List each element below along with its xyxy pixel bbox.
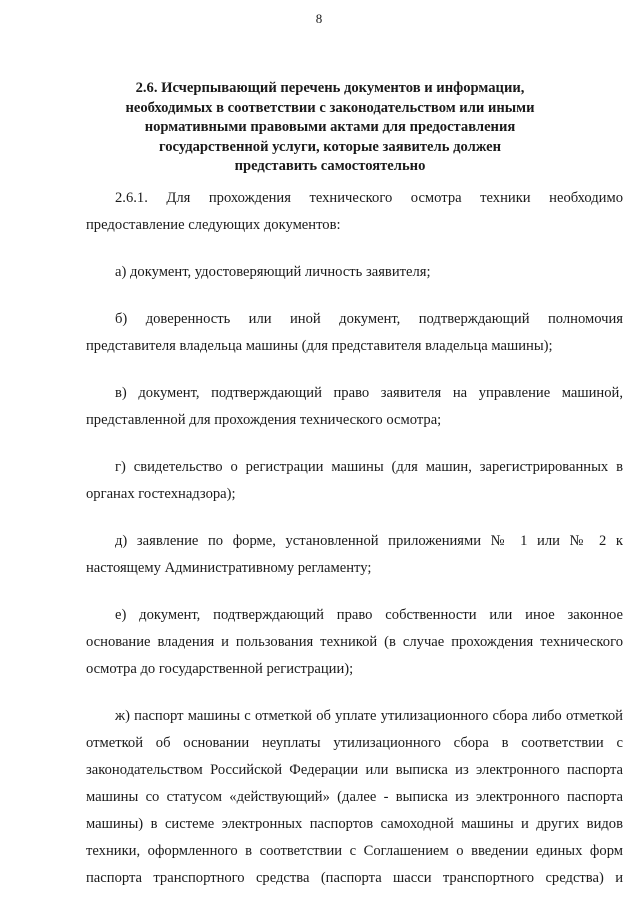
- heading-line: государственной услуги, которые заявитель должен: [158, 138, 502, 155]
- paragraph-line: предоставление следующих документов:: [86, 217, 341, 233]
- paragraph-line: д) заявление по форме, установленной приложениями № 1 или № 2 к: [115, 533, 623, 549]
- paragraph-line: е) документ, подтверждающий право собственности или иное законное: [115, 607, 623, 623]
- list-item-d: [57, 528, 623, 582]
- paragraph-line: отметкой об основании неуплаты утилизационного сбора в соответствии с: [86, 735, 623, 751]
- paragraph-line: а) документ, удостоверяющий личность заявителя;: [115, 264, 431, 280]
- paragraph-line: в) документ, подтверждающий право заявителя на управление машиной,: [115, 385, 623, 401]
- heading-line: необходимых в соответствии с законодательством или иными: [125, 99, 535, 116]
- heading-line: представить самостоятельно: [234, 158, 426, 174]
- page-number: 8: [315, 11, 323, 26]
- paragraph-line: машины со статусом «действующий» (далее - выписка из электронного паспорта: [86, 789, 623, 805]
- list-item-zh: [57, 703, 623, 892]
- paragraph-line: техники, оформленного в соответствии с Соглашением о введении единых форм: [86, 843, 623, 859]
- paragraph-line: настоящему Административному регламенту;: [86, 560, 372, 576]
- list-item-g: [57, 454, 623, 508]
- paragraph-line: осмотра до государственной регистрации);: [86, 661, 354, 677]
- list-item-e: [57, 602, 623, 683]
- paragraph-line: паспорта транспортного средства (паспорта шасси транспортного средства) и: [86, 870, 623, 886]
- paragraph-line: 2.6.1. Для прохождения технического осмотра техники необходимо: [115, 190, 623, 206]
- section-heading: [60, 79, 600, 177]
- paragraph-line: законодательством Российской Федерации или выписка из электронного паспорта: [86, 762, 623, 778]
- list-item-a: [57, 259, 623, 286]
- paragraph-line: г) свидетельство о регистрации машины (для машин, зарегистрированных в: [115, 459, 623, 475]
- list-item-v: [57, 380, 623, 434]
- paragraph-line: б) доверенность или иной документ, подтверждающий полномочия: [115, 311, 623, 327]
- list-item-b: [57, 306, 623, 360]
- paragraph-2-6-1: [57, 185, 623, 239]
- paragraph-line: органах гостехнадзора);: [86, 486, 236, 502]
- paragraph-line: машины) в системе электронных паспортов самоходной машины и других видов: [86, 816, 623, 832]
- paragraph-line: ж) паспорт машины с отметкой об уплате утилизационного сбора либо отметкой: [115, 708, 623, 724]
- heading-line: нормативными правовыми актами для предоставления: [144, 119, 516, 135]
- paragraph-line: представителя владельца машины (для представителя владельца машины);: [86, 338, 553, 354]
- heading-line: 2.6. Исчерпывающий перечень документов и информации,: [135, 80, 525, 96]
- paragraph-line: основание владения и пользования техникой (в случае прохождения технического: [86, 634, 623, 650]
- paragraph-line: представленной для прохождения технического осмотра;: [86, 412, 442, 428]
- document-body: [57, 185, 623, 892]
